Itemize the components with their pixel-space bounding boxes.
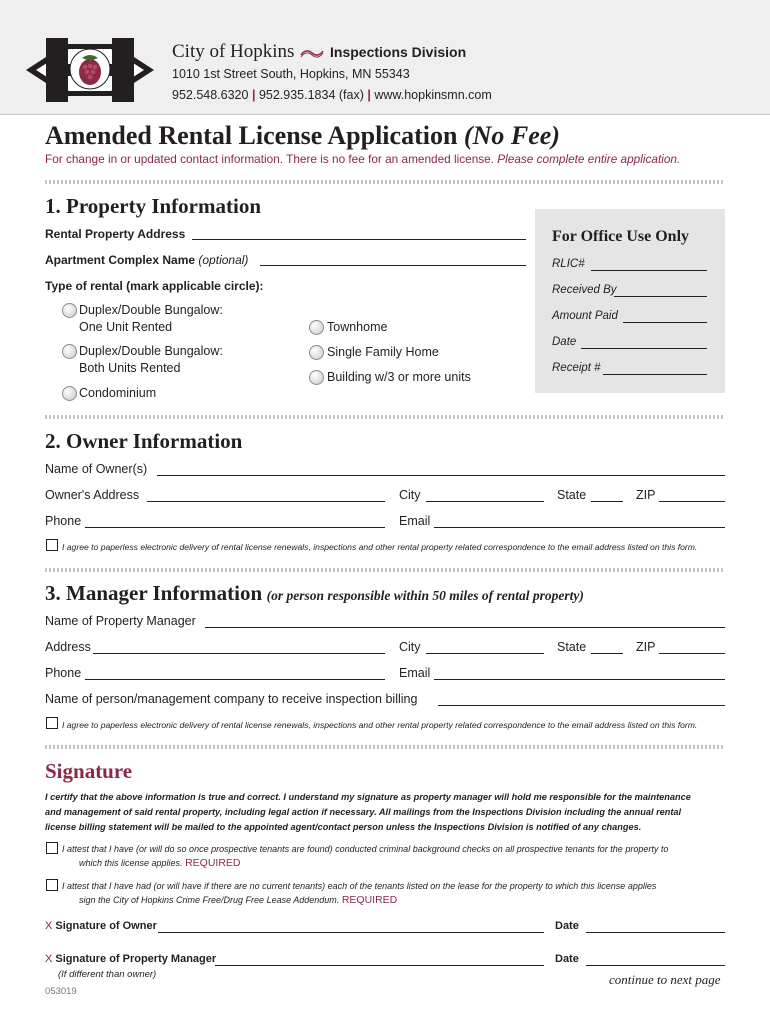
manager-sign-date-label: Date [555, 953, 579, 965]
page-subtitle [45, 152, 680, 166]
continue-note: continue to next page [609, 972, 721, 987]
attest-addendum-text: sign the City of Hopkins Crime Free/Drug Free Lease Addendum. [79, 895, 340, 905]
radio-duplex-one[interactable] [62, 303, 77, 318]
swoosh-icon [300, 46, 324, 64]
certify-line-3: license billing statement will be mailed to the appointed agent/contact person unless the Inspections Division is notified of any changes. [45, 822, 642, 832]
x-mark: X [45, 920, 53, 932]
manager-state-label: State [557, 640, 587, 654]
option-duplex-both-a: Duplex/Double Bungalow: [79, 344, 223, 358]
manager-state-field[interactable] [591, 653, 623, 654]
header-website[interactable]: www.hopkinsmn.com [374, 88, 492, 102]
manager-email-field[interactable] [434, 679, 725, 680]
office-receipt-field[interactable] [603, 374, 707, 375]
option-condominium: Condominium [79, 386, 157, 400]
owner-email-field[interactable] [434, 527, 725, 528]
owner-signature-text: Signature of Owner [55, 920, 157, 932]
header-phone: 952.548.6320 [172, 88, 249, 102]
radio-duplex-both[interactable] [62, 344, 77, 359]
subtitle-italic: Please complete entire application. [497, 152, 681, 166]
office-receipt-label: Receipt # [552, 362, 601, 374]
certify-line-1: I certify that the above information is true and correct. I understand my signature as property manager will hold me responsible for the maintenance [45, 792, 691, 802]
manager-name-label: Name of Property Manager [45, 614, 196, 628]
attest-addendum-line1: I attest that I have had (or will have if there are no current tenants) each of the tenants listed on the lease for the property to which this license applies [62, 881, 657, 891]
complex-name-text: Apartment Complex Name [45, 253, 196, 267]
complex-name-label [45, 253, 248, 267]
office-amount-field[interactable] [623, 322, 707, 323]
manager-phone-field[interactable] [85, 679, 385, 680]
attest-background-line2 [79, 857, 241, 869]
section-owner-heading: 2. Owner Information [45, 429, 243, 453]
manager-signature-text: Signature of Property Manager [55, 953, 217, 965]
manager-phone-label: Phone [45, 666, 82, 680]
manager-address-label: Address [45, 640, 91, 654]
option-duplex-both-b: Both Units Rented [79, 361, 181, 375]
manager-email-label: Email [399, 666, 431, 680]
required-badge: REQUIRED [185, 857, 241, 869]
billing-contact-label: Name of person/management company to receive inspection billing [45, 692, 418, 706]
separator: | [367, 88, 371, 102]
radio-building-3plus[interactable] [309, 370, 324, 385]
divider [45, 568, 725, 572]
option-duplex-one-a: Duplex/Double Bungalow: [79, 303, 223, 317]
manager-city-label: City [399, 640, 421, 654]
radio-townhome[interactable] [309, 320, 324, 335]
section-manager-heading [45, 581, 584, 606]
rental-type-label: Type of rental (mark applicable circle): [45, 279, 264, 293]
header-contact [172, 88, 492, 102]
manager-zip-label: ZIP [636, 640, 656, 654]
attest-background-text: which this license applies. [79, 858, 183, 868]
radio-single-family[interactable] [309, 345, 324, 360]
owner-paperless-checkbox[interactable] [46, 539, 58, 551]
manager-heading-text: 3. Manager Information [45, 581, 263, 605]
manager-signature-field[interactable] [215, 965, 544, 966]
certify-line-2: and management of said rental property, including legal action if necessary. All mailings from the Inspections Division including the annual rental [45, 807, 682, 817]
office-date-field[interactable] [581, 348, 707, 349]
owner-address-field[interactable] [147, 501, 385, 502]
option-single-family: Single Family Home [327, 345, 439, 359]
header-fax: 952.935.1834 (fax) [258, 88, 364, 102]
header-address: 1010 1st Street South, Hopkins, MN 55343 [172, 67, 410, 81]
separator: | [251, 88, 256, 102]
rental-address-field[interactable] [192, 239, 526, 240]
required-badge: REQUIRED [341, 894, 398, 906]
office-received-label: Received By [552, 284, 617, 296]
owner-signature-label [45, 920, 157, 932]
option-townhome: Townhome [327, 320, 388, 334]
office-rlic-label: RLIC# [552, 258, 585, 270]
attest-background-line1: I attest that I have (or will do so once prospective tenants are found) conducted criminal background checks on all prospective tenants for the property to [62, 844, 669, 854]
owner-city-label: City [399, 488, 421, 502]
manager-sign-date-field[interactable] [586, 965, 725, 966]
billing-contact-field[interactable] [438, 705, 725, 706]
title-main: Amended Rental License Application [45, 121, 458, 150]
section-property-heading: 1. Property Information [45, 194, 261, 218]
manager-paperless-checkbox[interactable] [46, 717, 58, 729]
office-use-title: For Office Use Only [552, 228, 690, 245]
owner-zip-field[interactable] [659, 501, 725, 502]
office-date-label: Date [552, 336, 577, 348]
owner-sign-date-field[interactable] [586, 932, 725, 933]
division-name: Inspections Division [330, 44, 467, 60]
city-logo [26, 38, 154, 102]
owner-paperless-text: I agree to paperless electronic delivery of rental license renewals, inspections and other rental property related correspondence to the email address listed on this form. [62, 542, 698, 552]
complex-name-field[interactable] [260, 265, 526, 266]
manager-heading-note: (or person responsible within 50 miles of rental property) [266, 588, 584, 603]
office-received-field[interactable] [614, 296, 707, 297]
attest-background-checkbox[interactable] [46, 842, 58, 854]
owner-city-field[interactable] [426, 501, 544, 502]
rental-address-label: Rental Property Address [45, 227, 186, 241]
manager-name-field[interactable] [205, 627, 725, 628]
owner-name-field[interactable] [157, 475, 725, 476]
owner-email-label: Email [399, 514, 431, 528]
signature-heading: Signature [45, 759, 133, 783]
attest-addendum-checkbox[interactable] [46, 879, 58, 891]
if-different-note: (If different than owner) [58, 969, 157, 980]
option-building-3plus: Building w/3 or more units [327, 370, 471, 384]
manager-signature-label [45, 953, 216, 965]
owner-signature-field[interactable] [158, 932, 544, 933]
owner-zip-label: ZIP [636, 488, 656, 502]
manager-city-field[interactable] [426, 653, 544, 654]
radio-condominium[interactable] [62, 386, 77, 401]
office-rlic-field[interactable] [591, 270, 707, 271]
title-no-fee: (No Fee) [463, 121, 560, 150]
manager-zip-field[interactable] [659, 653, 725, 654]
page-title [45, 121, 560, 151]
manager-address-field[interactable] [93, 653, 385, 654]
owner-phone-label: Phone [45, 514, 82, 528]
owner-name-label: Name of Owner(s) [45, 462, 148, 476]
attest-addendum-line2 [79, 894, 397, 906]
city-name: City of Hopkins [172, 41, 295, 62]
divider [45, 415, 725, 419]
owner-state-field[interactable] [591, 501, 623, 502]
owner-phone-field[interactable] [85, 527, 385, 528]
divider [45, 180, 725, 184]
manager-paperless-text: I agree to paperless electronic delivery of rental license renewals, inspections and other rental property related correspondence to the email address listed on this form. [62, 720, 698, 730]
divider [45, 745, 725, 749]
office-amount-label: Amount Paid [552, 310, 618, 322]
form-code: 053019 [45, 986, 77, 997]
owner-address-label: Owner's Address [45, 488, 140, 502]
optional-note: (optional) [198, 253, 249, 267]
x-mark: X [45, 953, 53, 965]
subtitle-plain: For change in or updated contact information. There is no fee for an amended license. [45, 152, 494, 166]
owner-sign-date-label: Date [555, 920, 579, 932]
owner-state-label: State [557, 488, 587, 502]
option-duplex-one-b: One Unit Rented [79, 320, 173, 334]
